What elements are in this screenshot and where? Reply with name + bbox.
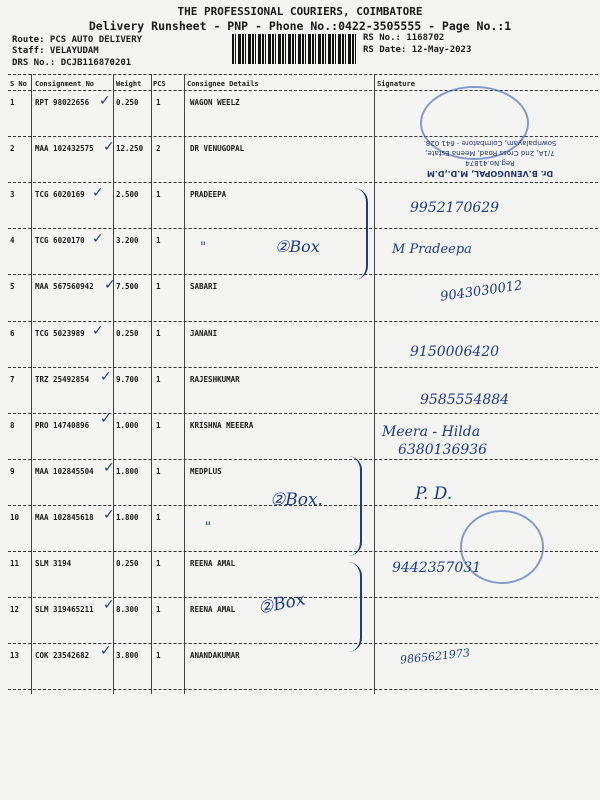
cell-weight: 1.000	[116, 420, 139, 430]
check-icon: ✓	[92, 185, 104, 201]
cell-consignment: MAA 567560942	[35, 282, 94, 292]
cell-weight: 2.500	[116, 190, 139, 200]
cell-consignee: JANANI	[190, 328, 218, 338]
table-row	[0, 421, 600, 441]
cell-sno: 10	[10, 512, 20, 522]
cell-consignment: MAA 102845504	[35, 466, 94, 476]
group-brace	[342, 562, 362, 652]
cell-sno: 9	[10, 466, 15, 476]
table-row	[0, 651, 600, 671]
cell-weight: 0.250	[116, 328, 139, 338]
drs-number: DRS No.: DCJB116870201	[12, 58, 132, 68]
check-icon: ✓	[92, 323, 104, 339]
signature-name: Meera - Hilda	[382, 424, 481, 440]
cell-consignment: RPT 98022656	[35, 98, 90, 107]
cell-sno: 13	[10, 651, 20, 661]
cell-pcs: 1	[156, 98, 161, 107]
signature-phone: 9952170629	[410, 200, 500, 216]
check-icon: ✓	[100, 369, 112, 385]
cell-sno: 2	[10, 144, 15, 154]
cell-pcs: 1	[156, 420, 161, 430]
cell-weight: 3.200	[116, 236, 139, 246]
stamp-line: Reg.No.41874	[465, 159, 515, 167]
company-name: THE PROFESSIONAL COURIERS, COIMBATORE	[177, 5, 423, 18]
row-divider	[8, 689, 598, 690]
cell-sno: 6	[10, 328, 15, 338]
cell-sno: 4	[10, 236, 15, 246]
check-icon: ✓	[99, 93, 111, 109]
cell-pcs: 1	[156, 190, 161, 200]
cell-consignment: COK 23542682	[35, 651, 90, 661]
header-consignment: Consignment No	[35, 80, 95, 88]
check-icon: ✓	[103, 597, 115, 613]
cell-weight: 12.250	[116, 144, 144, 154]
check-icon: ✓	[92, 231, 104, 247]
runsheet-title: Delivery Runsheet - PNP - Phone No.:0422-3505555 - Page No.:1	[88, 19, 512, 33]
cell-consignment: TCG 6020170	[35, 236, 85, 246]
cell-pcs: 1	[156, 328, 161, 338]
header-signature: Signature	[377, 80, 415, 88]
cell-consignment: TCG 5023989	[35, 328, 85, 338]
cell-consignee: ANANDAKUMAR	[190, 651, 240, 661]
cell-pcs: 1	[156, 512, 161, 522]
cell-sno: 7	[10, 374, 15, 384]
cell-consignment: MAA 102432575	[35, 144, 94, 154]
ditto-mark: "	[200, 240, 206, 255]
signature-phone: 9865621973	[399, 646, 471, 667]
cell-consignee: DR VENUGOPAL	[190, 144, 245, 154]
stamp-line: Dr. B.VENUGOPAL, M.D.,D.M	[426, 169, 554, 178]
cell-consignment: MAA 102845618	[35, 512, 94, 522]
stamp-line: Sowripalayam, Coimbatore - 641 028.	[423, 139, 557, 147]
signature-phone: 9150006420	[410, 344, 500, 360]
rs-number: RS No.: 1168702	[363, 33, 445, 43]
group-brace	[342, 456, 362, 556]
cell-consignee: SABARI	[190, 282, 218, 292]
row-divider	[8, 367, 598, 368]
header-consignee: Consignee Details	[187, 80, 259, 88]
check-icon: ✓	[100, 643, 112, 659]
row-divider	[8, 321, 598, 322]
header-weight: Weight	[116, 80, 142, 88]
cell-consignment: SLM 3194	[35, 559, 72, 568]
cell-sno: 5	[10, 282, 15, 292]
cell-weight: 9.700	[116, 374, 139, 384]
check-icon: ✓	[103, 507, 115, 523]
cell-pcs: 1	[156, 605, 161, 615]
header-bottom-line	[8, 90, 598, 91]
table-row	[0, 190, 600, 210]
stamp-line: 7/1A, 2nd Cross Road, Meena Estate,	[425, 149, 555, 157]
row-divider	[8, 228, 598, 229]
check-icon: ✓	[100, 411, 112, 427]
cell-pcs: 1	[156, 282, 161, 292]
check-icon: ✓	[104, 277, 116, 293]
table-row	[0, 375, 600, 395]
cell-sno: 8	[10, 420, 15, 430]
cell-weight: 1.800	[116, 512, 139, 522]
doctor-stamp	[385, 138, 595, 178]
signature-phone: 9442357031	[392, 560, 482, 576]
cell-sno: 1	[10, 98, 15, 107]
cell-weight: 1.800	[116, 466, 139, 476]
table-row	[0, 467, 600, 487]
box-note: ②Box.	[270, 490, 323, 510]
cell-consignee: PRADEEPA	[190, 190, 227, 200]
signature-phone: 6380136936	[398, 442, 488, 458]
staff: Staff: VELAYUDAM	[12, 46, 99, 56]
cell-consignee: KRISHNA MEEERA	[190, 420, 254, 430]
cell-consignment: PRO 14740896	[35, 420, 90, 430]
barcode	[232, 34, 357, 64]
cell-pcs: 1	[156, 466, 161, 476]
cell-weight: 3.800	[116, 651, 139, 661]
cell-sno: 12	[10, 605, 20, 615]
check-icon: ✓	[103, 139, 115, 155]
rs-date: RS Date: 12-May-2023	[363, 45, 472, 55]
cell-consignment: TCG 6020169	[35, 190, 85, 200]
check-icon: ✓	[103, 460, 115, 476]
signature-name: M Pradeepa	[392, 242, 472, 257]
cell-weight: 7.500	[116, 282, 139, 292]
cell-weight: 0.250	[116, 559, 139, 568]
cell-consignment: TRZ 25492854	[35, 374, 90, 384]
box-note: ②Box	[256, 589, 308, 619]
cell-weight: 0.250	[116, 98, 139, 107]
cell-consignee: WAGON WEELZ	[190, 98, 240, 107]
cell-consignee: MEDPLUS	[190, 466, 222, 476]
row-divider	[8, 459, 598, 460]
row-divider	[8, 413, 598, 414]
table-row	[0, 329, 600, 349]
header-pcs: PCS	[153, 80, 166, 88]
cell-pcs: 1	[156, 236, 161, 246]
signature-phone: 9585554884	[420, 392, 510, 408]
row-divider	[8, 182, 598, 183]
cell-pcs: 1	[156, 651, 161, 661]
box-note: ②Box	[275, 237, 320, 256]
cell-consignee: RAJESHKUMAR	[190, 374, 240, 384]
cell-pcs: 1	[156, 559, 161, 568]
cell-pcs: 1	[156, 374, 161, 384]
row-divider	[8, 643, 598, 644]
ditto-mark: "	[205, 520, 211, 535]
cell-weight: 8.300	[116, 605, 139, 615]
table-top-line	[8, 74, 598, 75]
signature-phone: 9043030012	[439, 278, 524, 305]
header-sno: S No	[10, 80, 27, 88]
signature-name: P. D.	[415, 484, 453, 504]
cell-pcs: 2	[156, 144, 161, 154]
cell-consignee: REENA AMAL	[190, 559, 236, 568]
cell-sno: 3	[10, 190, 15, 200]
cell-consignment: SLM 319465211	[35, 605, 94, 615]
cell-sno: 11	[10, 559, 20, 568]
cell-consignee: REENA AMAL	[190, 605, 236, 615]
row-divider	[8, 274, 598, 275]
route: Route: PCS AUTO DELIVERY	[12, 35, 143, 45]
group-brace	[348, 188, 368, 280]
